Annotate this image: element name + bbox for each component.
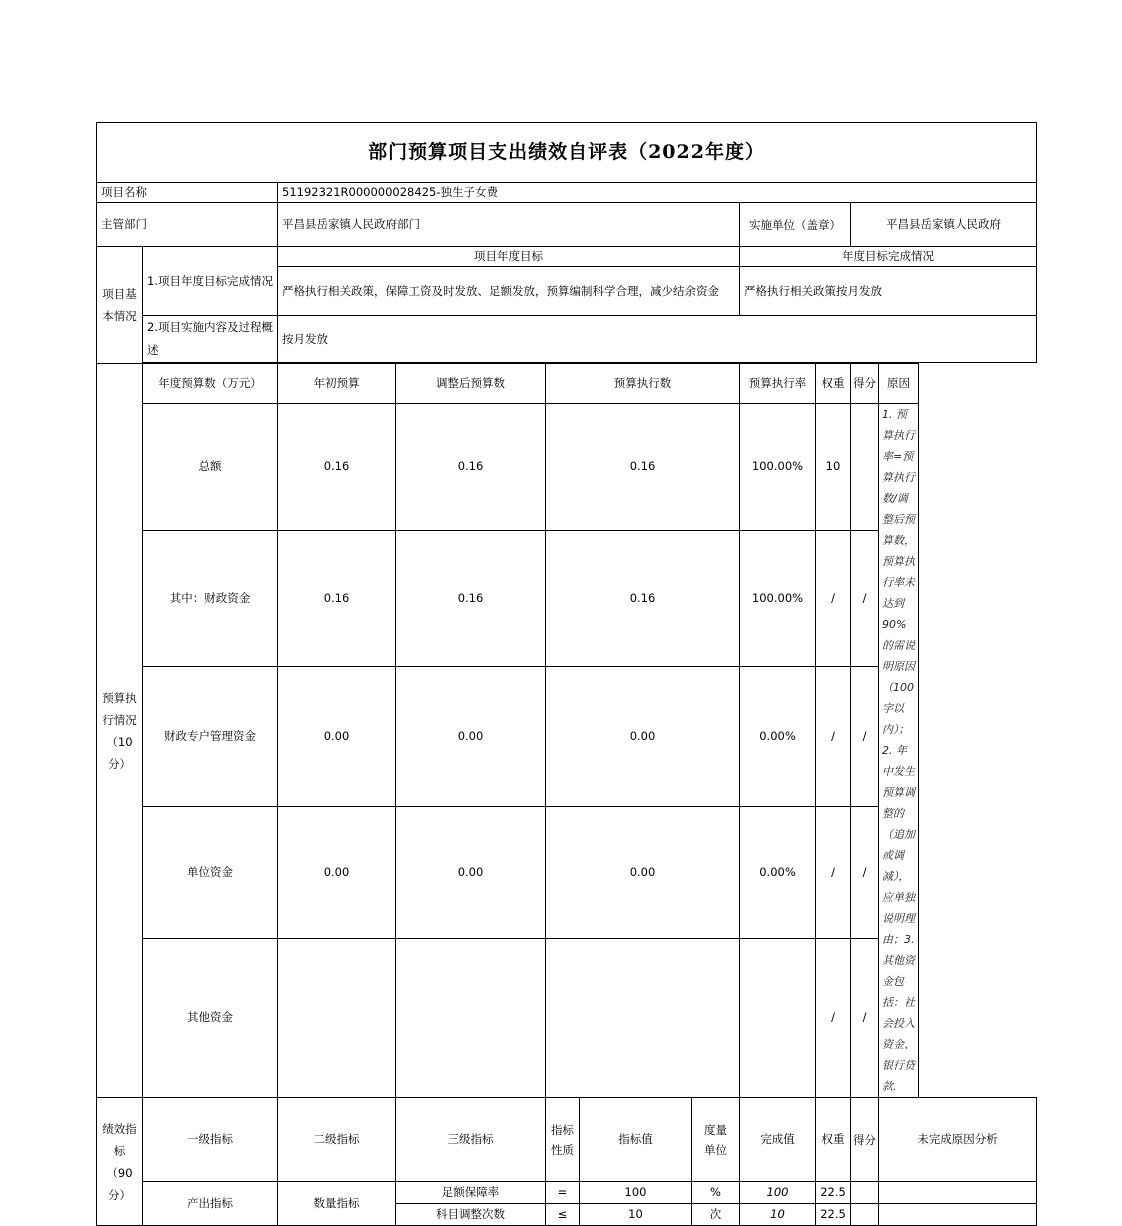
perf-row-score [851, 1182, 879, 1204]
perf-header-level2: 二级指标 [278, 1098, 396, 1182]
perf-header-unit: 度量单位 [692, 1098, 740, 1182]
annual-goal-header: 项目年度目标 [278, 247, 740, 267]
budget-row-name: 其中：财政资金 [143, 530, 278, 666]
perf-row-level3: 足额保障率 [396, 1182, 546, 1204]
perf-header-reason: 未完成原因分析 [879, 1098, 1037, 1182]
budget-header-score: 得分 [851, 364, 879, 404]
perf-row-reason [879, 1182, 1037, 1204]
budget-header-adjusted: 调整后预算数 [396, 364, 546, 404]
budget-header-weight: 权重 [816, 364, 851, 404]
project-name-value: 51192321R000000028425-独生子女费 [278, 183, 1037, 203]
budget-row-weight: / [816, 666, 851, 807]
perf-row-nature: ≤ [546, 1204, 580, 1226]
perf-row-value: 10 [580, 1204, 692, 1226]
page-title: 部门预算项目支出绩效自评表（2022年度） [97, 123, 1037, 183]
budget-row-adjusted: 0.00 [396, 666, 546, 807]
budget-row-weight: / [816, 530, 851, 666]
budget-row-name: 单位资金 [143, 807, 278, 938]
implementation-label: 2.项目实施内容及过程概述 [143, 316, 278, 363]
perf-header-done: 完成值 [740, 1098, 816, 1182]
budget-note: 1. 预算执行率=预算执行数/调整后预算数，预算执行率未达到90%的需说明原因（100字以内）；2. 年中发生预算调整的（追加或调减），应单独说明理由；3. 其他资金包括：社会投入资金、银行贷款. [879, 404, 919, 1098]
goal-completion-label: 1.项目年度目标完成情况 [143, 247, 278, 316]
budget-row-initial: 0.16 [278, 530, 396, 666]
budget-row-score: / [851, 530, 879, 666]
perf-row-done: 10 [740, 1204, 816, 1226]
budget-row-score: / [851, 807, 879, 938]
perf-row-unit: % [692, 1182, 740, 1204]
budget-row-weight: 10 [816, 404, 851, 531]
budget-row-rate: 0.00% [740, 666, 816, 807]
perf-header-level3: 三级指标 [396, 1098, 546, 1182]
perf-header-weight: 权重 [816, 1098, 851, 1182]
dept-label: 主管部门 [97, 203, 278, 247]
budget-row-initial: 0.00 [278, 666, 396, 807]
budget-row-adjusted: 0.16 [396, 404, 546, 531]
project-name-label: 项目名称 [97, 183, 278, 203]
budget-row-initial [278, 938, 396, 1097]
dept-value: 平昌县岳家镇人民政府部门 [278, 203, 740, 247]
perf-row-weight: 22.5 [816, 1182, 851, 1204]
budget-row-rate: 0.00% [740, 807, 816, 938]
budget-row-executed: 0.16 [546, 404, 740, 531]
budget-row-initial: 0.00 [278, 807, 396, 938]
budget-row-weight: / [816, 938, 851, 1097]
budget-row-score [851, 404, 879, 531]
budget-row-name: 财政专户管理资金 [143, 666, 278, 807]
budget-row-initial: 0.16 [278, 404, 396, 531]
budget-row-rate [740, 938, 816, 1097]
budget-row-weight: / [816, 807, 851, 938]
budget-row-executed: 0.16 [546, 530, 740, 666]
perf-header-value: 指标值 [580, 1098, 692, 1182]
annual-goal-text: 严格执行相关政策，保障工资及时发放、足额发放，预算编制科学合理，减少结余资金 [278, 267, 740, 316]
budget-header-executed: 预算执行数 [546, 364, 740, 404]
perf-header-nature: 指标性质 [546, 1098, 580, 1182]
budget-row-name: 总额 [143, 404, 278, 531]
budget-header-rate: 预算执行率 [740, 364, 816, 404]
perf-row-reason [879, 1204, 1037, 1226]
perf-row-done: 100 [740, 1182, 816, 1204]
basic-section-label: 项目基本情况 [97, 247, 143, 364]
goal-done-header: 年度目标完成情况 [740, 247, 1037, 267]
budget-header-initial: 年初预算 [278, 364, 396, 404]
budget-row-executed: 0.00 [546, 666, 740, 807]
perf-header-level1: 一级指标 [143, 1098, 278, 1182]
perf-section-label: 绩效指标（90分） [97, 1098, 143, 1226]
budget-header-annual: 年度预算数（万元） [143, 364, 278, 404]
budget-header-reason: 原因 [879, 364, 919, 404]
budget-section-label: 预算执行情况（10分） [97, 364, 143, 1098]
budget-row-executed: 0.00 [546, 807, 740, 938]
budget-row-executed [546, 938, 740, 1097]
budget-row-rate: 100.00% [740, 530, 816, 666]
budget-row-adjusted: 0.16 [396, 530, 546, 666]
budget-row-score: / [851, 938, 879, 1097]
impl-unit-label: 实施单位（盖章） [740, 203, 851, 247]
performance-self-evaluation-table [96, 122, 1037, 1226]
budget-row-rate: 100.00% [740, 404, 816, 531]
perf-level2: 数量指标 [278, 1182, 396, 1226]
budget-row-adjusted: 0.00 [396, 807, 546, 938]
perf-row-nature: = [546, 1182, 580, 1204]
implementation-text: 按月发放 [278, 316, 1037, 363]
perf-row-weight: 22.5 [816, 1204, 851, 1226]
budget-row-score: / [851, 666, 879, 807]
budget-row-adjusted [396, 938, 546, 1097]
goal-done-text: 严格执行相关政策按月发放 [740, 267, 1037, 316]
perf-row-value: 100 [580, 1182, 692, 1204]
impl-unit-value: 平昌县岳家镇人民政府 [851, 203, 1037, 247]
perf-row-score [851, 1204, 879, 1226]
perf-row-unit: 次 [692, 1204, 740, 1226]
budget-row-name: 其他资金 [143, 938, 278, 1097]
perf-header-score: 得分 [851, 1098, 879, 1182]
perf-level1: 产出指标 [143, 1182, 278, 1226]
perf-row-level3: 科目调整次数 [396, 1204, 546, 1226]
